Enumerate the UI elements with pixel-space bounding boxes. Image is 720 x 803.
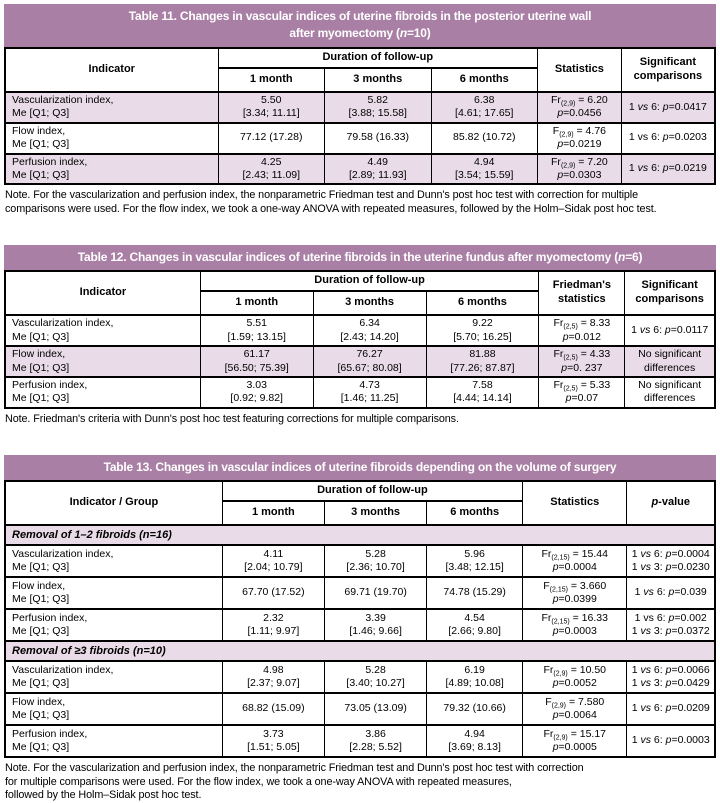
value-cell-6months: 81.88 [77.26; 87.87] <box>426 346 539 377</box>
indicator-cell: Vascularization index, Me [Q1; Q3] <box>5 661 222 693</box>
value-cell-6months: 4.54 [2.66; 9.80] <box>427 609 523 641</box>
header-month-1: 1 month <box>218 68 325 92</box>
comparison-cell: 1 vs 6: p=0.0209 <box>627 693 715 725</box>
value-cell-6months: 5.96 [3.48; 12.15] <box>427 545 523 577</box>
comparison-cell: 1 vs 6: p=0.002 1 vs 3: p=0.0372 <box>627 609 715 641</box>
value-cell-1month: 5.51 [1.59; 13.15] <box>200 315 313 346</box>
value-cell-6months: 85.82 (10.72) <box>431 123 538 154</box>
table12 <box>4 270 716 409</box>
value-cell-3months: 69.71 (19.70) <box>324 577 426 609</box>
comparison-cell: 1 vs 6: p=0.039 <box>627 577 715 609</box>
header-month-3: 3 months <box>324 501 426 525</box>
table13-header-row-1 <box>5 481 715 501</box>
indicator-cell: Vascularization index, Me [Q1; Q3] <box>5 545 222 577</box>
header-month-1: 1 month <box>200 291 313 315</box>
value-cell-1month: 67.70 (17.52) <box>222 577 324 609</box>
value-cell-3months: 76.27 [65.67; 80.08] <box>313 346 426 377</box>
table13-section <box>4 455 716 803</box>
table11 <box>4 47 716 186</box>
comparison-cell: No significant differences <box>625 377 715 408</box>
value-cell-6months: 9.22 [5.70; 16.25] <box>426 315 539 346</box>
table12-row-flow <box>5 346 715 377</box>
stat-cell: $Fr_{(2,9)} = 10.50$ p=0.0052 <box>523 661 627 693</box>
table12-header-row-1 <box>5 271 715 291</box>
table13-s2-row-flow <box>5 693 715 725</box>
stat-cell: $Fr_{(2,9)} = 6.20$ p=0.0456 <box>538 92 622 123</box>
comparison-cell: 1 vs 6: p=0.0004 1 vs 3: p=0.0230 <box>627 545 715 577</box>
indicator-cell: Flow index, Me [Q1; Q3] <box>5 346 200 377</box>
section-header-removal-3plus <box>5 641 715 661</box>
header-statistics: Statistics <box>523 481 627 525</box>
value-cell-3months: 5.28 [2.36; 10.70] <box>324 545 426 577</box>
table11-row-flow <box>5 123 715 154</box>
value-cell-6months: 4.94 [3.54; 15.59] <box>431 154 538 185</box>
table13-s2-row-vascularization <box>5 661 715 693</box>
comparison-cell: 1 vs 6: p=0.0003 <box>627 725 715 757</box>
value-cell-6months: 74.78 (15.29) <box>427 577 523 609</box>
indicator-cell: Perfusion index, Me [Q1; Q3] <box>5 154 218 185</box>
value-cell-6months: 6.38 [4.61; 17.65] <box>431 92 538 123</box>
comparison-cell: 1 vs 6: p=0.0117 <box>625 315 715 346</box>
header-indicator: Indicator <box>5 48 218 92</box>
indicator-cell: Flow index, Me [Q1; Q3] <box>5 123 218 154</box>
table11-section <box>4 4 716 217</box>
indicator-cell: Vascularization index, Me [Q1; Q3] <box>5 92 218 123</box>
comparison-cell: 1 vs 6: p=0.0417 <box>621 92 715 123</box>
value-cell-3months: 5.28 [3.40; 10.27] <box>324 661 426 693</box>
value-cell-1month: 4.98 [2.37; 9.07] <box>222 661 324 693</box>
value-cell-6months: 6.19 [4.89; 10.08] <box>427 661 523 693</box>
indicator-cell: Vascularization index, Me [Q1; Q3] <box>5 315 200 346</box>
header-comparisons: Significant comparisons <box>625 271 715 315</box>
value-cell-6months: 7.58 [4.44; 14.14] <box>426 377 539 408</box>
indicator-cell: Perfusion index, Me [Q1; Q3] <box>5 377 200 408</box>
value-cell-3months: 79.58 (16.33) <box>325 123 432 154</box>
stat-cell: $F_{(2,15)} = 3.660$ p=0.0399 <box>523 577 627 609</box>
table13-s1-row-flow <box>5 577 715 609</box>
table11-row-vascularization <box>5 92 715 123</box>
section-label: Removal of ≥3 fibroids (n=10) <box>5 641 715 661</box>
value-cell-3months: 4.49 [2.89; 11.93] <box>325 154 432 185</box>
table12-title: Table 12. Changes in vascular indices of uterine fibroids in the uterine fundus after myomectomy (n=6) <box>4 245 716 270</box>
table13-title: Table 13. Changes in vascular indices of uterine fibroids depending on the volume of surgery <box>4 455 716 480</box>
header-duration: Duration of follow-up <box>222 481 522 501</box>
header-month-3: 3 months <box>313 291 426 315</box>
value-cell-1month: 61.17 [56.50; 75.39] <box>200 346 313 377</box>
section-label: Removal of 1–2 fibroids (n=16) <box>5 525 715 545</box>
table13-s1-row-vascularization <box>5 545 715 577</box>
value-cell-6months: 4.94 [3.69; 8.13] <box>427 725 523 757</box>
table11-header-row-1 <box>5 48 715 68</box>
value-cell-1month: 2.32 [1.11; 9.97] <box>222 609 324 641</box>
comparison-cell: No significant differences <box>625 346 715 377</box>
stat-cell: $Fr_{(2,15)} = 16.33$ p=0.0003 <box>523 609 627 641</box>
header-duration: Duration of follow-up <box>218 48 538 68</box>
value-cell-3months: 3.86 [2.28; 5.52] <box>324 725 426 757</box>
stat-cell: $F_{(2,9)} = 7.580$ p=0.0064 <box>523 693 627 725</box>
table13-note: Note. For the vascularization and perfusion index, the nonparametric Friedman test and Dunn's post hoc test with correction for multiple comparisons were used. For the flow index, we took a one-way ANOVA with repeated measures, followed by the Holm–Sidak post hoc test. <box>5 762 584 802</box>
comparison-cell: 1 vs 6: p=0.0219 <box>621 154 715 185</box>
header-comparisons: Significant comparisons <box>621 48 715 92</box>
stat-cell: $Fr_{(2,5)} = 8.33$ p=0.012 <box>539 315 625 346</box>
header-indicator: Indicator <box>5 271 200 315</box>
value-cell-1month: 77.12 (17.28) <box>218 123 325 154</box>
table12-row-perfusion <box>5 377 715 408</box>
header-statistics: Friedman's statistics <box>539 271 625 315</box>
value-cell-1month: 4.25 [2.43; 11.09] <box>218 154 325 185</box>
value-cell-3months: 5.82 [3.88; 15.58] <box>325 92 432 123</box>
indicator-cell: Perfusion index, Me [Q1; Q3] <box>5 609 222 641</box>
stat-cell: $F_{(2,9)} = 4.76$ p=0.0219 <box>538 123 622 154</box>
stat-cell: $Fr_{(2,9)} = 15.17$ p=0.0005 <box>523 725 627 757</box>
value-cell-1month: 68.82 (15.09) <box>222 693 324 725</box>
value-cell-1month: 4.11 [2.04; 10.79] <box>222 545 324 577</box>
stat-cell: $Fr_{(2,9)} = 7.20$ p=0.0303 <box>538 154 622 185</box>
indicator-cell: Flow index, Me [Q1; Q3] <box>5 577 222 609</box>
indicator-cell: Flow index, Me [Q1; Q3] <box>5 693 222 725</box>
value-cell-3months: 3.39 [1.46; 9.66] <box>324 609 426 641</box>
indicator-cell: Perfusion index, Me [Q1; Q3] <box>5 725 222 757</box>
comparison-cell: 1 vs 6: p=0.0203 <box>621 123 715 154</box>
header-month-3: 3 months <box>325 68 432 92</box>
table11-title: Table 11. Changes in vascular indices of uterine fibroids in the posterior uterine wall after myomectomy (n=10) <box>4 4 716 47</box>
table12-note: Note. Friedman's criteria with Dunn's post hoc test featuring corrections for multiple comparisons. <box>5 412 459 425</box>
value-cell-3months: 6.34 [2.43; 14.20] <box>313 315 426 346</box>
table13-s2-row-perfusion <box>5 725 715 757</box>
stat-cell: $Fr_{(2,5)} = 5.33$ p=0.07 <box>539 377 625 408</box>
value-cell-1month: 3.73 [1.51; 5.05] <box>222 725 324 757</box>
comparison-cell: 1 vs 6: p=0.0066 1 vs 3: p=0.0429 <box>627 661 715 693</box>
header-month-6: 6 months <box>431 68 538 92</box>
table12-section <box>4 245 716 427</box>
header-month-6: 6 months <box>426 291 539 315</box>
table11-note: Note. For the vascularization and perfusion index, the nonparametric Friedman test and Dunn's post hoc test with correction for multiple comparisons were used. For the flow index, we took a one-way ANOVA with repeated measures, followed by the Holm–Sidak post hoc test. <box>5 189 657 216</box>
stat-cell: $Fr_{(2,5)} = 4.33$ p=0. 237 <box>539 346 625 377</box>
header-indicator-group: Indicator / Group <box>5 481 222 525</box>
header-month-6: 6 months <box>427 501 523 525</box>
table12-row-vascularization <box>5 315 715 346</box>
table11-row-perfusion <box>5 154 715 185</box>
value-cell-1month: 5.50 [3.34; 11.11] <box>218 92 325 123</box>
stat-cell: $Fr_{(2,15)} = 15.44$ p=0.0004 <box>523 545 627 577</box>
value-cell-3months: 73.05 (13.09) <box>324 693 426 725</box>
header-pvalue: p-value <box>627 481 715 525</box>
header-duration: Duration of follow-up <box>200 271 539 291</box>
section-header-removal-1-2 <box>5 525 715 545</box>
value-cell-1month: 3.03 [0.92; 9.82] <box>200 377 313 408</box>
header-statistics: Statistics <box>538 48 622 92</box>
table13-s1-row-perfusion <box>5 609 715 641</box>
value-cell-6months: 79.32 (10.66) <box>427 693 523 725</box>
header-month-1: 1 month <box>222 501 324 525</box>
table13 <box>4 480 716 758</box>
value-cell-3months: 4.73 [1.46; 11.25] <box>313 377 426 408</box>
